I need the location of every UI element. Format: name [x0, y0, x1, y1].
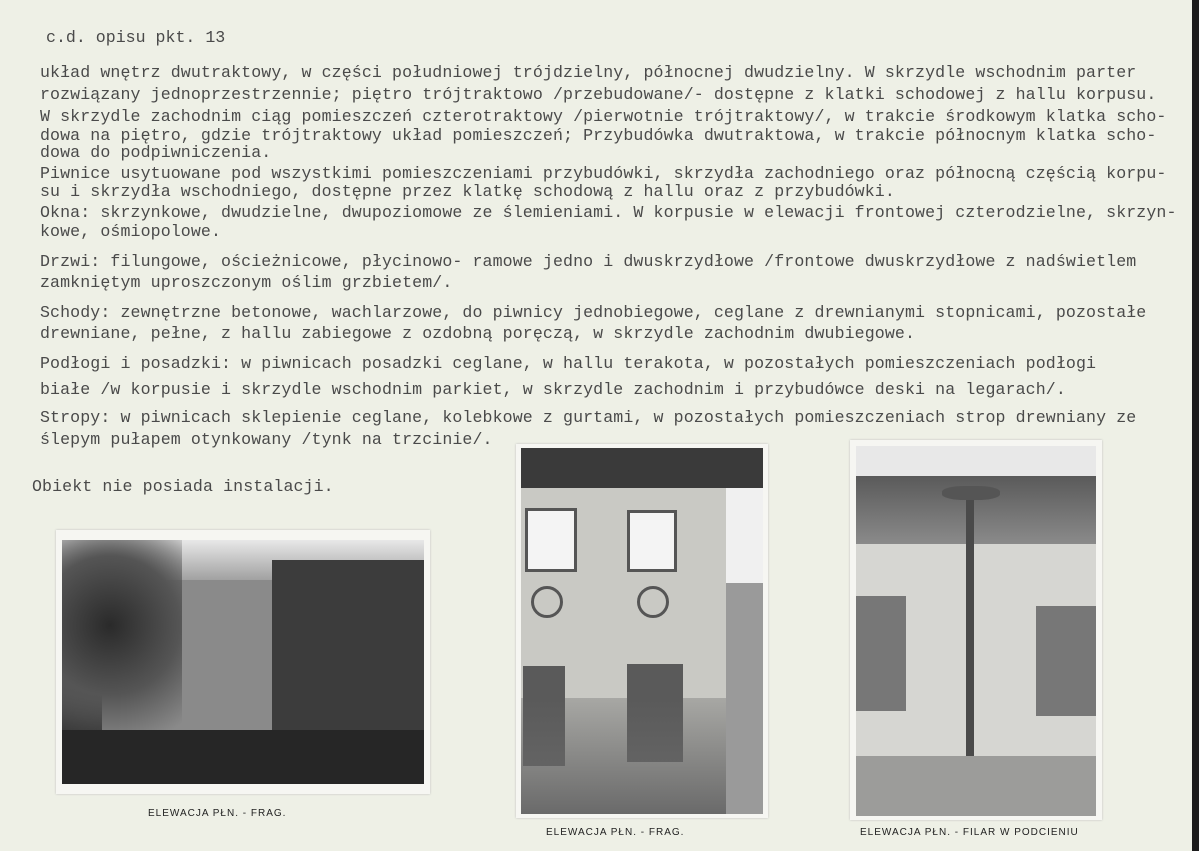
- text-line: Obiekt nie posiada instalacji.: [32, 477, 334, 496]
- photo-north-elevation-1: [56, 530, 430, 794]
- photo-north-elevation-2: [516, 444, 768, 818]
- text-line: układ wnętrz dwutraktowy, w części południowej trójdzielny, północnej dwudzielny. W skrzydle wschodnim parter: [40, 63, 1137, 82]
- text-line: su i skrzydła wschodniego, dostępne przez klatkę schodową z hallu oraz z przybudówki.: [40, 182, 895, 201]
- text-line: rozwiązany jednoprzestrzennie; piętro trójtraktowo /przebudowane/- dostępne z klatki schodowej z hallu korpusu.: [40, 85, 1157, 104]
- photo-caption: ELEWACJA PŁN. - FRAG.: [546, 827, 685, 838]
- text-line: Piwnice usytuowane pod wszystkimi pomieszczeniami przybudówki, skrzydła zachodniego oraz północną częścią korpu-: [40, 164, 1167, 183]
- text-line: białe /w korpusie i skrzydle wschodnim parkiet, w skrzydle zachodnim i przybudówce deski na legarach/.: [40, 380, 1066, 399]
- text-line: Drzwi: filungowe, ościeżnicowe, płycinowo- ramowe jedno i dwuskrzydłowe /frontowe dwuskrzydłowe z nadświetlem: [40, 252, 1137, 271]
- page-header: c.d. opisu pkt. 13: [46, 28, 226, 47]
- text-line: Podłogi i posadzki: w piwnicach posadzki ceglane, w hallu terakota, w pozostałych pomieszczeniach podłogi: [40, 354, 1097, 373]
- text-line: kowe, ośmiopolowe.: [40, 222, 222, 241]
- photo-caption: ELEWACJA PŁN. - FILAR W PODCIENIU: [860, 827, 1079, 838]
- text-line: Schody: zewnętrzne betonowe, wachlarzowe, do piwnicy jednobiegowe, ceglane z drewnianymi stopnicami, pozostałe: [40, 303, 1147, 322]
- text-line: dowa do podpiwniczenia.: [40, 143, 272, 162]
- photo-pillar-arcade: [850, 440, 1102, 820]
- photo-caption: ELEWACJA PŁN. - FRAG.: [148, 808, 287, 819]
- text-line: zamkniętym uproszczonym oślim grzbietem/.: [40, 273, 453, 292]
- text-line: dowa na piętro, gdzie trójtraktowy układ pomieszczeń; Przybudówka dwutraktowa, w trakcie północnym klatka scho-: [40, 126, 1157, 145]
- text-line: Okna: skrzynkowe, dwudzielne, dwupoziomowe ze ślemieniami. W korpusie w elewacji frontowej czterodzielne, skrzyn-: [40, 203, 1177, 222]
- text-line: Stropy: w piwnicach sklepienie ceglane, kolebkowe z gurtami, w pozostałych pomieszczeniach strop drewniany ze: [40, 408, 1137, 427]
- scan-edge: [1192, 0, 1199, 851]
- text-line: ślepym pułapem otynkowany /tynk na trzcinie/.: [40, 430, 493, 449]
- text-line: drewniane, pełne, z hallu zabiegowe z ozdobną poręczą, w skrzydle zachodnim dwubiegowe.: [40, 324, 916, 343]
- text-line: W skrzydle zachodnim ciąg pomieszczeń czterotraktowy /pierwotnie trójtraktowy/, w trakcie środkowym klatka scho-: [40, 107, 1167, 126]
